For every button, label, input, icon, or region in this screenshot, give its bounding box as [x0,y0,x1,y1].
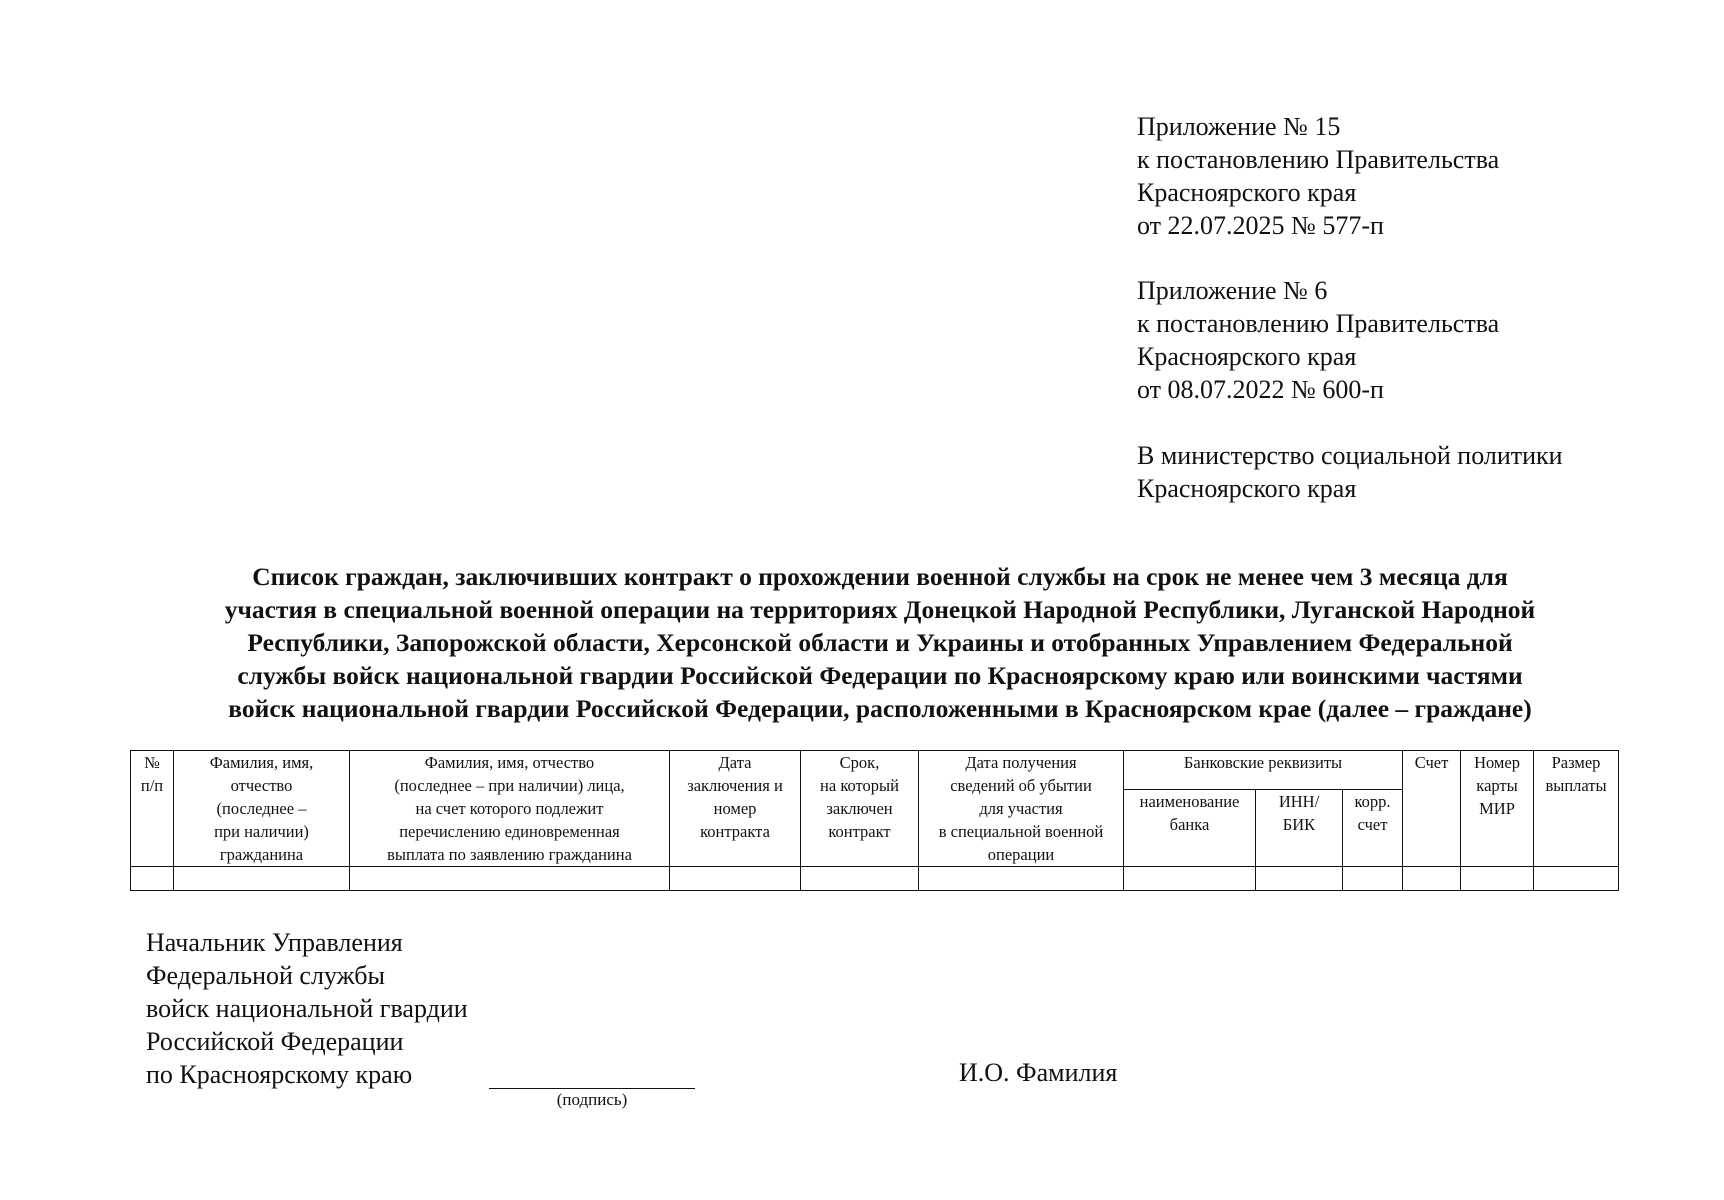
title-line5: войск национальной гвардии Российской Федерации, расположенными в Красноярском крае (далее – граждане) [228,694,1532,723]
header-contract-date: Дата заключения и номер контракта [670,751,801,867]
table-cell[interactable] [131,867,174,891]
table-header-row-1 [131,751,1619,790]
table-cell[interactable] [1124,867,1256,891]
table-cell[interactable] [1461,867,1534,891]
appendix-15-line3: Красноярского края [1137,178,1357,207]
header-number: № п/п [131,751,174,867]
header-bank-name: наименование банка [1124,790,1256,867]
header-contract-term: Срок, на который заключен контракт [801,751,919,867]
table-cell[interactable] [1534,867,1619,891]
addressee [1137,439,1563,505]
header-card-number: Номер карты МИР [1461,751,1534,867]
header-bank-details: Банковские реквизиты [1124,751,1403,790]
table-cell[interactable] [919,867,1124,891]
signatory-line1: Начальник Управления [146,928,403,957]
table-row [131,867,1619,891]
appendix-15-line2: к постановлению Правительства [1137,145,1500,174]
title-line4: службы войск национальной гвардии Российской Федерации по Красноярскому краю или воинскими частями [237,661,1523,690]
appendix-15-date: от 22.07.2025 № 577-п [1137,211,1384,240]
signatory-line3: войск национальной гвардии [146,994,468,1023]
title-line2: участия в специальной военной операции на территориях Донецкой Народной Республики, Луганской Народной [224,595,1536,624]
header-account: Счет [1403,751,1461,867]
citizens-table [130,750,1619,891]
appendix-15-header [1137,110,1499,242]
signatory-line5: по Красноярскому краю [146,1060,413,1089]
document-title [120,560,1640,725]
signatory-block [146,926,468,1091]
header-citizen-name: Фамилия, имя, отчество (последнее – при наличии) гражданина [174,751,350,867]
header-payment-amount: Размер выплаты [1534,751,1619,867]
table-cell[interactable] [1256,867,1343,891]
table-cell[interactable] [1403,867,1461,891]
signatory-line4: Российской Федерации [146,1027,404,1056]
signature-caption: (подпись) [556,1090,628,1109]
table-cell[interactable] [174,867,350,891]
appendix-6-line2: к постановлению Правительства [1137,309,1500,338]
header-info-date: Дата получения сведений об убытии для участия в специальной военной операции [919,751,1124,867]
header-corr-account: корр. счет [1343,790,1403,867]
appendix-6-line3: Красноярского края [1137,342,1357,371]
appendix-6-number: Приложение № 6 [1137,276,1328,305]
header-inn-bik: ИНН/ БИК [1256,790,1343,867]
signature-line [489,1088,695,1089]
header-recipient-name: Фамилия, имя, отчество (последнее – при наличии) лица, на счет которого подлежит перечислению единовременная выплата по заявлению гражданина [350,751,670,867]
table-cell[interactable] [350,867,670,891]
title-line1: Список граждан, заключивших контракт о прохождении военной службы на срок не менее чем 3 месяца для [252,562,1508,591]
appendix-15-number: Приложение № 15 [1137,112,1341,141]
table-cell[interactable] [1343,867,1403,891]
table-cell[interactable] [670,867,801,891]
table-cell[interactable] [801,867,919,891]
addressee-line2: Красноярского края [1137,474,1357,503]
title-line3: Республики, Запорожской области, Херсонской области и Украины и отобранных Управлением Федеральной [247,628,1513,657]
appendix-6-header [1137,274,1499,406]
addressee-line1: В министерство социальной политики [1137,441,1563,470]
signatory-name: И.О. Фамилия [959,1058,1118,1087]
signatory-line2: Федеральной службы [146,961,385,990]
appendix-6-date: от 08.07.2022 № 600-п [1137,375,1384,404]
